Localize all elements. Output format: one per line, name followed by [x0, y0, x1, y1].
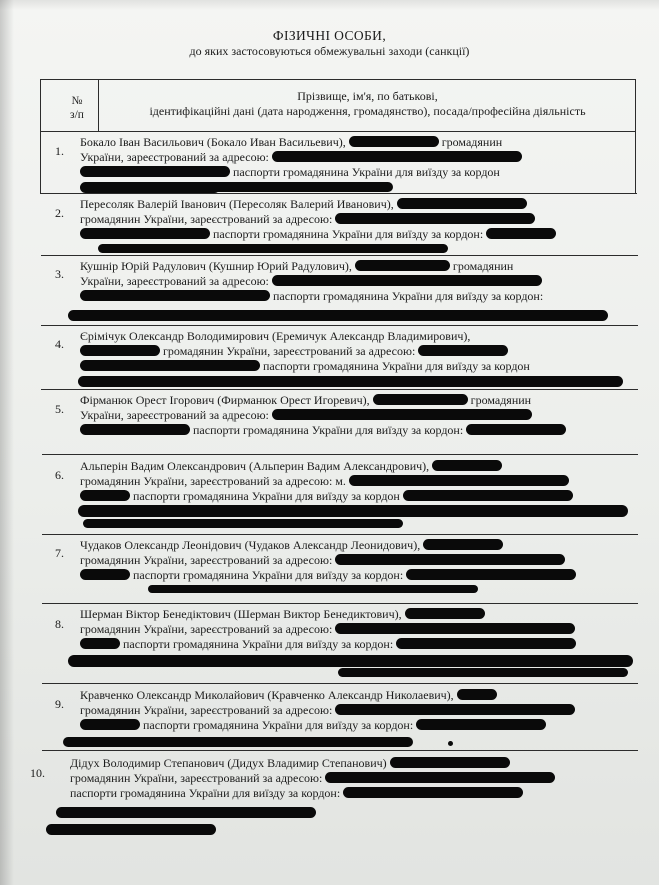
person-name: Чудаков Олександр Леонідович (Чудаков Александр Леонидович),: [80, 538, 421, 552]
row-divider: [42, 683, 638, 684]
redaction: [486, 228, 556, 239]
row-text-segment: України, зареєстрований за адресою:: [80, 150, 269, 165]
document-subtitle: до яких застосовуються обмежувальні заходи (санкції): [189, 44, 470, 58]
row-text: [80, 688, 615, 734]
redaction: [416, 719, 546, 730]
redaction: [457, 689, 497, 700]
row-number: 5.: [55, 402, 64, 416]
redaction: [432, 460, 502, 471]
redaction: [83, 519, 403, 528]
person-name: Дідух Володимир Степанович (Дидух Владимир Степанович): [70, 756, 387, 770]
header-description: Прізвище, ім'я, по батькові, ідентифікаційні дані (дата народження, громадянство), посада/професійна діяльність: [149, 89, 586, 118]
row-text-segment: громадянин: [441, 135, 503, 149]
row-divider: [41, 389, 638, 390]
redaction: [68, 655, 633, 667]
paper-edge-shadow: [0, 0, 14, 885]
row-text-segment: України, зареєстрований за адресою:: [80, 408, 269, 423]
row-text-segment: громадянин України, зареєстрований за адресою:: [80, 553, 333, 568]
row-divider: [42, 603, 638, 604]
table-border-top: [40, 79, 636, 80]
redaction: [98, 244, 448, 253]
sanctions-table: [30, 79, 638, 854]
person-name: Альперін Вадим Олександрович (Альперин Вадим Александрович),: [80, 459, 430, 473]
redaction: [80, 360, 260, 371]
redaction: [80, 424, 190, 435]
row-text-segment: паспорти громадянина України для виїзду за кордон:: [133, 568, 404, 583]
redaction: [56, 807, 316, 818]
redaction: [349, 136, 439, 147]
row-number: 3.: [55, 267, 64, 281]
row-text: [70, 756, 605, 802]
row-number: 2.: [55, 206, 64, 220]
row-text-segment: громадянин України, зареєстрований за адресою:: [163, 344, 416, 359]
redaction: [406, 569, 576, 580]
row-text-segment: громадянин: [452, 259, 514, 273]
row-text-segment: паспорти громадянина України для виїзду за кордон:: [123, 637, 394, 652]
paper-top-shade: [0, 0, 659, 10]
row-text: [80, 329, 615, 375]
redaction: [355, 260, 450, 271]
redaction: [272, 151, 522, 162]
person-name: Кушнір Юрій Радулович (Кушнир Юрий Радулович),: [80, 259, 352, 273]
person-name: Бокало Іван Васильович (Бокало Иван Васильевич),: [80, 135, 346, 149]
row-text-segment: паспорти громадянина України для виїзду за кордон:: [143, 718, 414, 733]
redaction: [325, 772, 555, 783]
redaction: [338, 668, 628, 677]
row-text: [80, 607, 615, 653]
row-divider: [42, 454, 638, 455]
redaction: [403, 490, 573, 501]
redaction: [397, 198, 527, 209]
person-name: Єрімічук Олександр Володимирович (Еремичук Александр Владимирович),: [80, 329, 471, 343]
table-border-right: [635, 79, 636, 193]
row-divider: [41, 325, 638, 326]
redaction: [335, 623, 575, 634]
row-text-segment: паспорти громадянина України для виїзду за кордон: [263, 359, 530, 374]
row-text-segment: України, зареєстрований за адресою:: [80, 274, 269, 289]
redaction: [423, 539, 503, 550]
person-name: Шерман Віктор Бенедіктович (Шерман Виктор Бенедиктович),: [80, 607, 402, 621]
redaction: [405, 608, 485, 619]
row-number: 10.: [30, 766, 45, 780]
row-text-segment: паспорти громадянина України для виїзду за кордон:: [70, 786, 341, 801]
redaction: [272, 275, 542, 286]
row-number: 6.: [55, 468, 64, 482]
redaction: [80, 638, 120, 649]
row-text: [80, 538, 615, 584]
redaction: [335, 554, 565, 565]
redaction: [80, 490, 130, 501]
redaction: [78, 505, 628, 517]
header-number: № з/п: [70, 95, 84, 121]
redaction: [148, 585, 478, 593]
redaction: [349, 475, 569, 486]
row-text-segment: громадянин: [470, 393, 532, 407]
row-text-segment: паспорти громадянина України для виїзду за кордон:: [213, 227, 484, 242]
row-divider: [42, 534, 638, 535]
redaction: [80, 290, 270, 301]
redaction: [68, 310, 608, 321]
redaction: [78, 376, 623, 387]
row-number: 7.: [55, 546, 64, 560]
person-name: Кравченко Олександр Миколайович (Кравченко Александр Николаевич),: [80, 688, 454, 702]
redaction: [46, 824, 216, 835]
row-text-segment: громадянин України, зареєстрований за адресою:: [80, 212, 333, 227]
redaction: [80, 719, 140, 730]
redaction: [373, 394, 468, 405]
person-name: Пересоляк Валерій Іванович (Пересоляк Валерий Иванович),: [80, 197, 394, 211]
row-number: 1.: [55, 144, 64, 158]
redaction: [335, 213, 535, 224]
row-divider: [40, 131, 636, 132]
row-text-segment: громадянин України, зареєстрований за адресою: м.: [80, 474, 346, 489]
redaction: [80, 166, 230, 177]
redaction: [418, 345, 508, 356]
row-text-segment: паспорти громадянина України для виїзду за кордон:: [273, 289, 544, 304]
redaction: [80, 569, 130, 580]
document-title: ФІЗИЧНІ ОСОБИ,: [272, 28, 387, 43]
row-text: [80, 393, 615, 439]
row-text: [80, 459, 615, 505]
row-divider: [41, 255, 638, 256]
row-text: [80, 259, 615, 305]
redaction: [63, 737, 413, 747]
row-text-segment: громадянин України, зареєстрований за адресою:: [80, 622, 333, 637]
row-divider: [42, 750, 638, 751]
row-text-segment: громадянин України, зареєстрований за адресою:: [80, 703, 333, 718]
row-text-segment: паспорти громадянина України для виїзду за кордон:: [193, 423, 464, 438]
row-text-segment: паспорти громадянина України для виїзду за кордон: [233, 165, 500, 180]
row-number: 8.: [55, 617, 64, 631]
redaction: [390, 757, 510, 768]
redaction: [448, 741, 453, 746]
redaction: [335, 704, 575, 715]
redaction: [396, 638, 576, 649]
table-border-left: [40, 79, 41, 193]
row-number: 9.: [55, 697, 64, 711]
redaction: [80, 228, 210, 239]
redaction: [466, 424, 566, 435]
redaction: [80, 345, 160, 356]
redaction: [93, 182, 393, 192]
redaction: [343, 787, 523, 798]
row-text-segment: громадянин України, зареєстрований за адресою:: [70, 771, 323, 786]
redaction: [272, 409, 532, 420]
row-text-segment: паспорти громадянина України для виїзду за кордон: [133, 489, 400, 504]
row-number: 4.: [55, 337, 64, 351]
person-name: Фірманюк Орест Ігорович (Фирманюк Орест Игоревич),: [80, 393, 370, 407]
row-text: [80, 197, 615, 243]
